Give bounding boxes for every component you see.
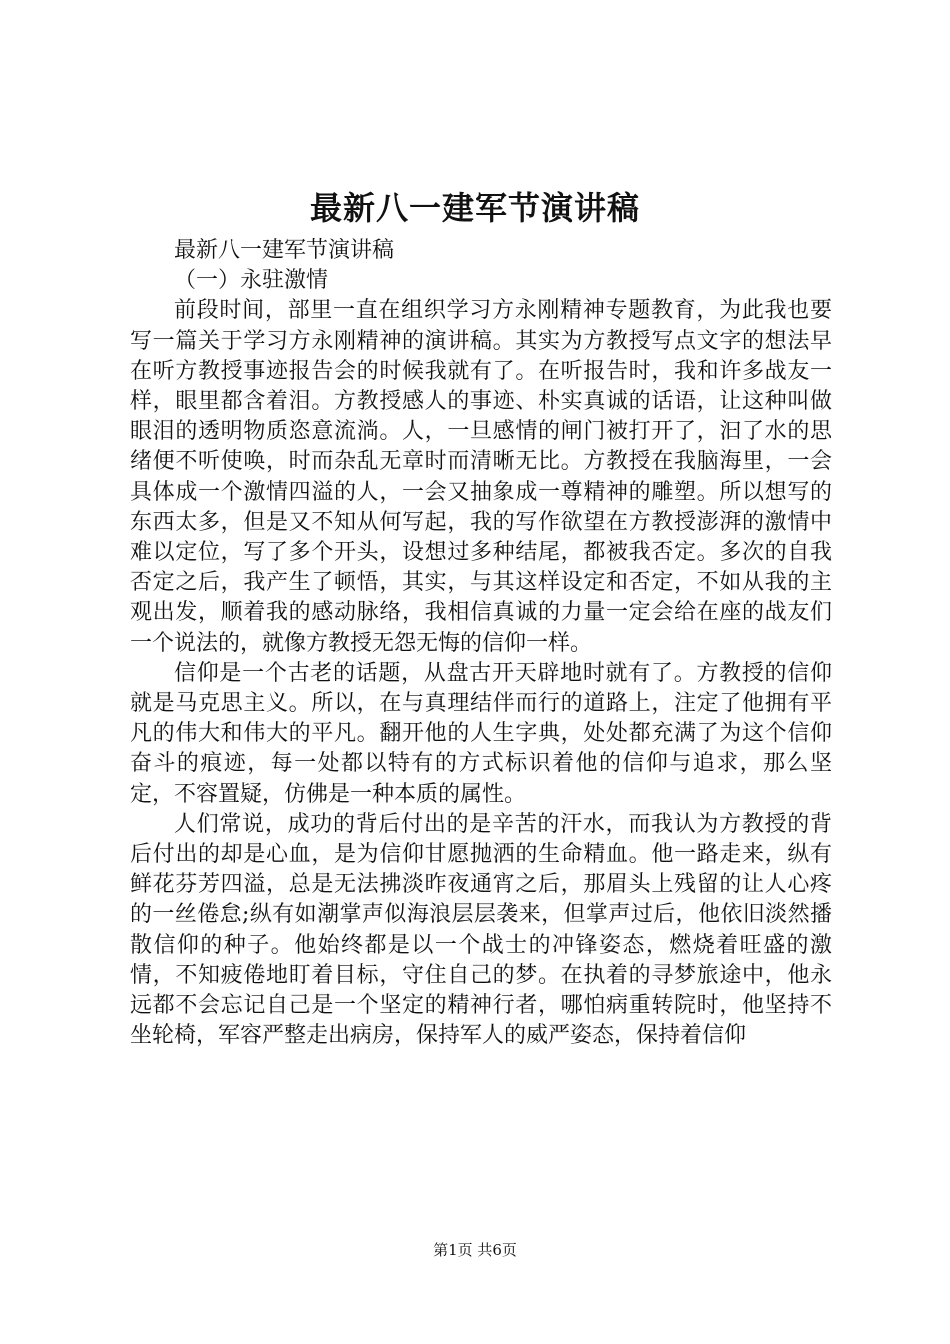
body-paragraph: 人们常说，成功的背后付出的是辛苦的汗水，而我认为方教授的背后付出的却是心血，是为信仰甘愿抛洒的生命精血。他一路走来，纵有鲜花芬芳四溢，总是无法拂淡昨夜通宵之后，那眉头上残留的让人心疼的一丝倦怠;纵有如潮掌声似海浪层层袭来，但掌声过后，他依旧淡然播散信仰的种子。他始终都是以一个战士的冲锋姿态，燃烧着旺盛的激情，不知疲倦地盯着目标，守住自己的梦。在执着的寻梦旅途中，他永远都不会忘记自己是一个坚定的精神行者，哪怕病重转院时，他坚持不坐轮椅，军容严整走出病房，保持军人的威严姿态，保持着信仰 xyxy=(130,811,832,1049)
section-heading: （一）永驻激情 xyxy=(174,268,329,294)
page-footer: 第1页 共6页 xyxy=(433,1241,517,1259)
body-paragraph: 信仰是一个古老的话题，从盘古开天辟地时就有了。方教授的信仰就是马克思主义。所以，在与真理结伴而行的道路上，注定了他拥有平凡的伟大和伟大的平凡。翻开他的人生字典，处处都充满了为这个信仰奋斗的痕迹，每一处都以特有的方式标识着他的信仰与追求，那么坚定，不容置疑，仿佛是一种本质的属性。 xyxy=(130,660,832,807)
subtitle-paragraph: 最新八一建军节演讲稿 xyxy=(174,238,395,263)
body-paragraph: 前段时间，部里一直在组织学习方永刚精神专题教育，为此我也要写一篇关于学习方永刚精神的演讲稿。其实为方教授写点文字的想法早在听方教授事迹报告会的时候我就有了。在听报告时，我和许多战友一样，眼里都含着泪。方教授感人的事迹、朴实真诚的话语，让这种叫做眼泪的透明物质恣意流淌。人，一旦感情的闸门被打开了，汩了水的思绪便不听使唤，时而杂乱无章时而清晰无比。方教授在我脑海里，一会具体成一个激情四溢的人，一会又抽象成一尊精神的雕塑。所以想写的东西太多，但是又不知从何写起，我的写作欲望在方教授澎湃的激情中难以定位，写了多个开头，设想过多种结尾，都被我否定。多次的自我否定之后，我产生了顿悟，其实，与其这样设定和否定，不如从我的主观出发，顺着我的感动脉络，我相信真诚的力量一定会给在座的战友们一个说法的，就像方教授无怨无悔的信仰一样。 xyxy=(130,298,832,656)
page-title: 最新八一建军节演讲稿 xyxy=(309,189,640,227)
document-body xyxy=(130,236,832,1051)
